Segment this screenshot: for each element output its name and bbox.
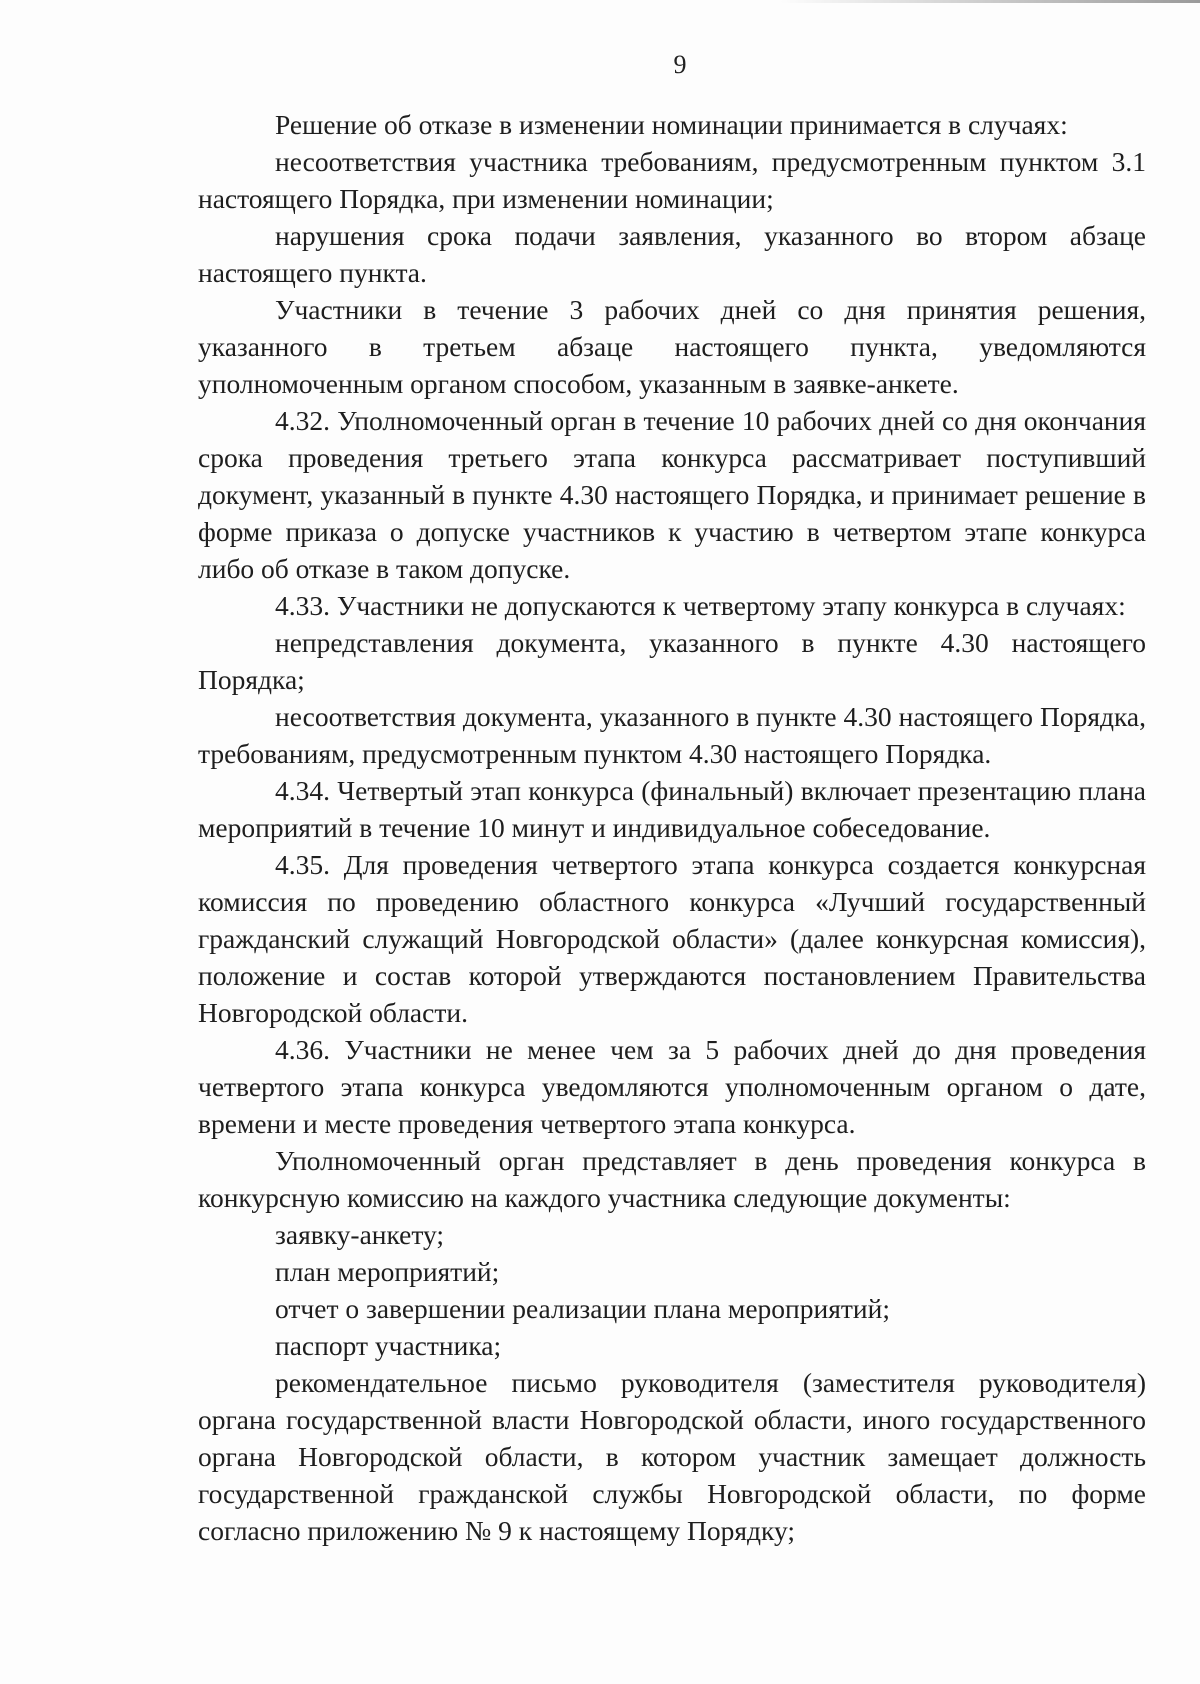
paragraph: 4.32. Уполномоченный орган в течение 10 рабочих дней со дня окончания срока проведения третьего этапа конкурса рассматривает поступивший документ, указанный в пункте 4.30 настоящего Порядка, и принимает решение в форме приказа о допуске участников к участию в четвертом этапе конкурса либо об отказе в таком допуске. xyxy=(198,405,1146,584)
paragraph: 4.35. Для проведения четвертого этапа конкурса создается конкурсная комиссия по проведению областного конкурса «Лучший государственный гражданский служащий Новгородской области» (далее конкурсная комиссия), положение и состав которой утверждаются постановлением Правительства Новгородской области. xyxy=(198,849,1146,1028)
paragraph: Решение об отказе в изменении номинации принимается в случаях: xyxy=(275,109,1068,140)
list-item: паспорт участника; xyxy=(275,1330,502,1361)
paragraph: непредставления документа, указанного в пункте 4.30 настоящего Порядка; xyxy=(198,627,1146,695)
paragraph: несоответствия документа, указанного в пункте 4.30 настоящего Порядка, требованиям, предусмотренным пунктом 4.30 настоящего Порядка. xyxy=(198,701,1146,769)
paragraph: 4.33. Участники не допускаются к четвертому этапу конкурса в случаях: xyxy=(275,590,1126,621)
paragraph: нарушения срока подачи заявления, указанного во втором абзаце настоящего пункта. xyxy=(198,220,1146,288)
paragraph: Уполномоченный орган представляет в день проведения конкурса в конкурсную комиссию на каждого участника следующие документы: xyxy=(198,1145,1146,1213)
paragraph: 4.36. Участники не менее чем за 5 рабочих дней до дня проведения четвертого этапа конкурса уведомляются уполномоченным органом о дате, времени и месте проведения четвертого этапа конкурса. xyxy=(198,1034,1146,1139)
list-item: отчет о завершении реализации плана мероприятий; xyxy=(275,1293,890,1324)
paragraph: 4.34. Четвертый этап конкурса (финальный) включает презентацию плана мероприятий в течение 10 минут и индивидуальное собеседование. xyxy=(198,775,1146,843)
paragraph: Участники в течение 3 рабочих дней со дня принятия решения, указанного в третьем абзаце настоящего пункта, уведомляются уполномоченным органом способом, указанным в заявке-анкете. xyxy=(198,294,1146,399)
list-item: рекомендательное письмо руководителя (заместителя руководителя) органа государственной власти Новгородской области, иного государственного органа Новгородской области, в котором участник замещает должность государственной гражданской службы Новгородской области, по форме согласно приложению № 9 к настоящему Порядку; xyxy=(198,1367,1146,1546)
paragraph: несоответствия участника требованиям, предусмотренным пунктом 3.1 настоящего Порядка, при изменении номинации; xyxy=(198,146,1146,214)
page-number: 9 xyxy=(673,50,687,79)
document-body xyxy=(198,106,1146,1549)
scan-edge-shadow xyxy=(780,0,1200,3)
list-item: заявку-анкету; xyxy=(275,1219,445,1250)
list-item: план мероприятий; xyxy=(275,1256,500,1287)
